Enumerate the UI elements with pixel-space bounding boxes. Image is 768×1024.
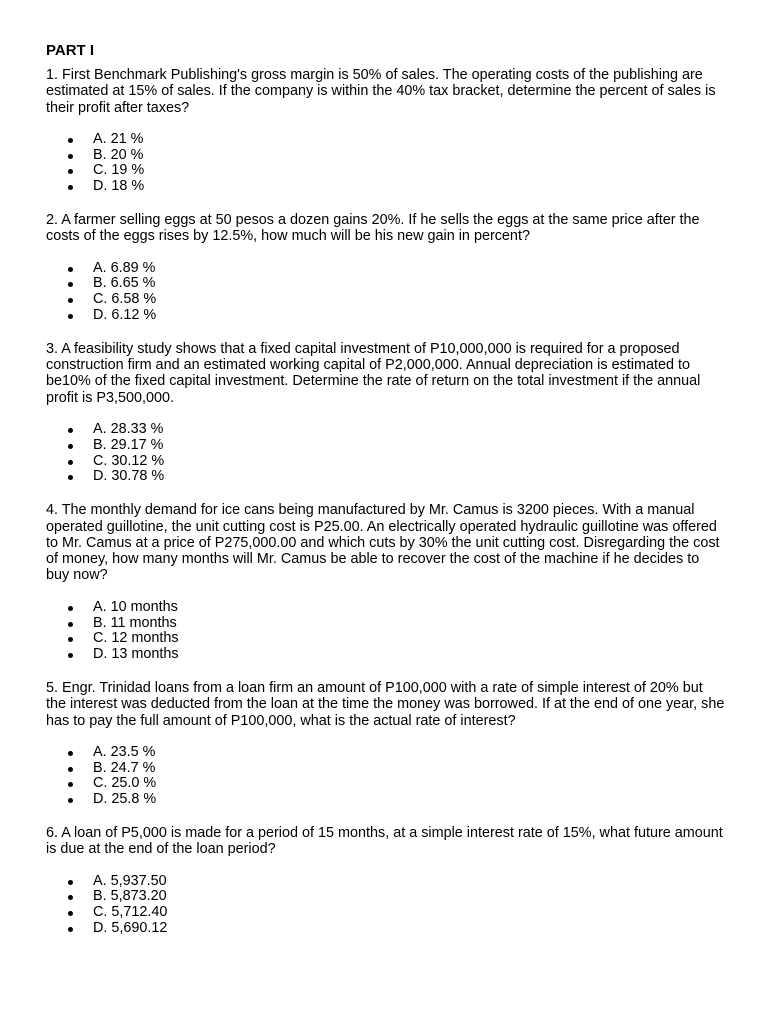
answer-option xyxy=(46,889,726,905)
answer-option xyxy=(46,631,726,647)
bullet-icon xyxy=(68,798,73,803)
bullet-icon xyxy=(68,751,73,756)
answer-option-label: B. 5,873.20 xyxy=(93,888,167,905)
bullet-icon xyxy=(68,428,73,433)
answer-option xyxy=(46,874,726,890)
bullet-icon xyxy=(68,606,73,611)
section-heading: PART I xyxy=(46,42,95,59)
question-block xyxy=(46,502,726,663)
question-text: 6. A loan of P5,000 is made for a period of 15 months, at a simple interest rate of 15%, what future amount is due at the end of the loan period? xyxy=(46,824,723,858)
bullet-icon xyxy=(68,298,73,303)
bullet-icon xyxy=(68,911,73,916)
bullet-icon xyxy=(68,782,73,787)
answer-option xyxy=(46,616,726,632)
answer-option xyxy=(46,776,726,792)
bullet-icon xyxy=(68,267,73,272)
question-text: 3. A feasibility study shows that a fixed capital investment of P10,000,000 is required for a proposed construction firm and an estimated working capital of P2,000,000. Annual depreciation is estimated to be10% of the fixed capital investment. Determine the rate of return on the total investment if the annual profit is P3,500,000. xyxy=(46,340,701,406)
answer-option-label: D. 13 months xyxy=(93,646,179,663)
bullet-icon xyxy=(68,154,73,159)
answer-option xyxy=(46,745,726,761)
question-text: 1. First Benchmark Publishing's gross margin is 50% of sales. The operating costs of the publishing are estimated at 15% of sales. If the company is within the 40% tax bracket, determine the percent of sales is their profit after taxes? xyxy=(46,67,716,116)
bullet-icon xyxy=(68,138,73,143)
bullet-icon xyxy=(68,637,73,642)
answer-options xyxy=(46,745,726,808)
answer-option xyxy=(46,132,726,148)
answer-option-label: D. 5,690.12 xyxy=(93,919,168,936)
answer-option xyxy=(46,148,726,164)
bullet-icon xyxy=(68,927,73,932)
bullet-icon xyxy=(68,314,73,319)
bullet-icon xyxy=(68,185,73,190)
question-block xyxy=(46,212,726,324)
answer-option-label: B. 24.7 % xyxy=(93,759,156,776)
bullet-icon xyxy=(68,767,73,772)
answer-option-label: D. 6.12 % xyxy=(93,307,157,324)
answer-option xyxy=(46,647,726,663)
question-list xyxy=(46,67,726,937)
answer-option-label: C. 19 % xyxy=(93,162,145,179)
question-block xyxy=(46,67,726,195)
answer-option-label: C. 25.0 % xyxy=(93,775,157,792)
bullet-icon xyxy=(68,169,73,174)
answer-option-label: D. 30.78 % xyxy=(93,468,165,485)
answer-option xyxy=(46,921,726,937)
bullet-icon xyxy=(68,880,73,885)
answer-option xyxy=(46,792,726,808)
answer-option-label: B. 11 months xyxy=(93,614,177,631)
answer-option-label: A. 28.33 % xyxy=(93,421,164,438)
answer-option-label: A. 23.5 % xyxy=(93,743,156,760)
document-page xyxy=(46,42,726,954)
question-block xyxy=(46,341,726,485)
answer-option-label: B. 29.17 % xyxy=(93,436,164,453)
answer-option xyxy=(46,905,726,921)
answer-option xyxy=(46,600,726,616)
answer-option xyxy=(46,163,726,179)
bullet-icon xyxy=(68,460,73,465)
question-block xyxy=(46,825,726,937)
bullet-icon xyxy=(68,475,73,480)
answer-option xyxy=(46,761,726,777)
answer-option xyxy=(46,292,726,308)
bullet-icon xyxy=(68,622,73,627)
answer-option-label: A. 5,937.50 xyxy=(93,872,167,889)
bullet-icon xyxy=(68,653,73,658)
answer-option xyxy=(46,276,726,292)
answer-option-label: A. 10 months xyxy=(93,598,178,615)
answer-options xyxy=(46,261,726,324)
answer-option-label: C. 30.12 % xyxy=(93,452,165,469)
answer-option-label: B. 6.65 % xyxy=(93,275,156,292)
question-text: 2. A farmer selling eggs at 50 pesos a dozen gains 20%. If he sells the eggs at the same price after the costs of the eggs rises by 12.5%, how much will be his new gain in percent? xyxy=(46,212,700,245)
bullet-icon xyxy=(68,282,73,287)
answer-option xyxy=(46,308,726,324)
answer-option-label: C. 5,712.40 xyxy=(93,904,168,921)
answer-options xyxy=(46,600,726,663)
answer-option-label: D. 18 % xyxy=(93,178,145,195)
answer-option xyxy=(46,438,726,454)
bullet-icon xyxy=(68,444,73,449)
answer-option xyxy=(46,261,726,277)
question-text: 4. The monthly demand for ice cans being manufactured by Mr. Camus is 3200 pieces. With a manual operated guillotine, the unit cutting cost is P25.00. An electrically operated hydraulic guillotine was offered to Mr. Camus at a price of P275,000.00 and which cuts by 30% the unit cutting cost. Disregarding the cost of money, how many months will Mr. Camus be able to recover the cost of the machine if he decides to buy now? xyxy=(46,502,720,584)
answer-option-label: C. 12 months xyxy=(93,630,179,647)
answer-option-label: C. 6.58 % xyxy=(93,291,157,308)
answer-option-label: D. 25.8 % xyxy=(93,791,157,808)
answer-option-label: A. 21 % xyxy=(93,130,144,147)
answer-option xyxy=(46,454,726,470)
answer-option xyxy=(46,469,726,485)
question-block xyxy=(46,680,726,808)
answer-options xyxy=(46,874,726,937)
bullet-icon xyxy=(68,895,73,900)
answer-option-label: A. 6.89 % xyxy=(93,259,156,276)
answer-options xyxy=(46,422,726,485)
answer-option xyxy=(46,179,726,195)
answer-options xyxy=(46,132,726,195)
answer-option-label: B. 20 % xyxy=(93,146,144,163)
question-text: 5. Engr. Trinidad loans from a loan firm an amount of P100,000 with a rate of simple interest of 20% but the interest was deducted from the loan at the time the money was borrowed. If at the end of one year, she has to pay the full amount of P100,000, what is the actual rate of interest? xyxy=(46,679,725,729)
answer-option xyxy=(46,422,726,438)
